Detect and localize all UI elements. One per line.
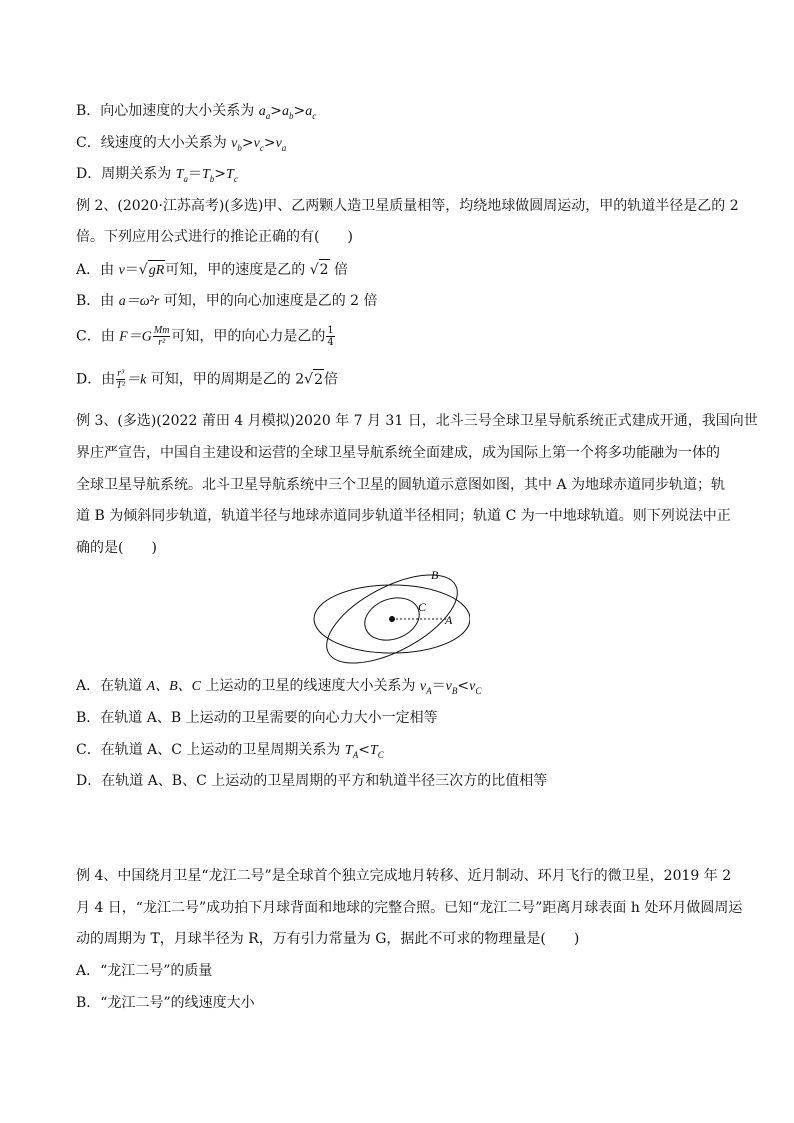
label-b: B	[431, 568, 439, 582]
fraction-1-4: $\frac{1}{4}$	[327, 325, 334, 348]
fraction-r3-t2: $\frac{\text{r³}}{\text{T²}}$	[116, 368, 125, 391]
label-a: A	[445, 613, 453, 627]
ex3-option-a: A．在轨道 A、B、C 上运动的卫星的线速度大小关系为 $v_A=v_B<v_C$	[76, 678, 482, 696]
ex4-option-a: A．“龙江二号”的质量	[76, 963, 213, 979]
ex3-stem-line3: 全球卫星导航系统。北斗卫星导航系统中三个卫星的圆轨道示意图如图，其中 A 为地球赤道同步轨道；轨	[76, 477, 726, 493]
ex2-option-d: D．由 $\frac{\text{r³}}{\text{T²}}$ ＝k 可知，甲的周期是乙的 2√2倍	[76, 368, 338, 391]
ex3-option-c: C．在轨道 A、C 上运动的卫星周期关系为 $T_A<T_C$	[76, 742, 384, 760]
label-c: C	[418, 600, 427, 614]
earth-dot	[389, 616, 395, 622]
ex2-option-c: C．由 F＝G $\frac{Mm}{\text{r²}}$ 可知，甲的向心力是乙的 $\frac{1}{4}$	[76, 325, 334, 348]
ex2-stem-line1: 例 2、(2020·江苏高考)(多选)甲、乙两颗人造卫星质量相等，均绕地球做圆周运动，甲的轨道半径是乙的 2	[76, 198, 739, 214]
ex3-stem-line1: 例 3、(多选)(2022 莆田 4 月模拟)2020 年 7 月 31 日，北斗三号全球卫星导航系统正式建成开通，我国向世	[76, 413, 758, 429]
q1-option-d: D．周期关系为 $T_a=T_b>T_c$	[76, 166, 238, 184]
ex4-stem-line1: 例 4、中国绕月卫星“龙江二号”是全球首个独立完成地月转移、近月制动、环月飞行的微卫星，2019 年 2	[76, 868, 732, 884]
fraction-mm-r2: $\frac{Mm}{\text{r²}}$	[153, 325, 170, 348]
ex3-stem-line2: 界庄严宣告，中国自主建设和运营的全球卫星导航系统全面建成，成为国际上第一个将多功能融为一体的	[76, 445, 720, 461]
q1-option-c: C．线速度的大小关系为 $v_b>v_c>v_a$	[76, 135, 287, 153]
ex3-option-b: B．在轨道 A、B 上运动的卫星需要的向心力大小一定相等	[76, 710, 438, 726]
ex4-option-b: B．“龙江二号”的线速度大小	[76, 995, 255, 1011]
ex2-option-b: B．由 a＝ω²r 可知，甲的向心加速度是乙的 2 倍	[76, 293, 378, 309]
ex3-stem-line4: 道 B 为倾斜同步轨道，轨道半径与地球赤道同步轨道半径相同；轨道 C 为一中地球轨道。则下列说法中正	[76, 508, 731, 524]
q1-option-b: B．向心加速度的大小关系为 $a_a>a_b>a_c$	[76, 103, 317, 121]
ex2-option-a: A．由 v＝√gR可知，甲的速度是乙的 √2 倍	[76, 259, 348, 279]
ex4-stem-line2: 月 4 日，“龙江二号”成功拍下月球背面和地球的完整合照。已知“龙江二号”距离月球表面 h 处环月做圆周运	[76, 900, 743, 916]
ex2-stem-line2: 倍。下列应用公式进行的推论正确的有( )	[76, 229, 353, 245]
ex4-stem-line3: 动的周期为 T，月球半径为 R，万有引力常量为 G，据此不可求的物理量是( )	[76, 931, 580, 947]
ex3-stem-line5: 确的是( )	[76, 540, 157, 556]
orbit-diagram	[300, 565, 470, 665]
ex3-option-d: D．在轨道 A、B、C 上运动的卫星周期的平方和轨道半径三次方的比值相等	[76, 773, 548, 789]
